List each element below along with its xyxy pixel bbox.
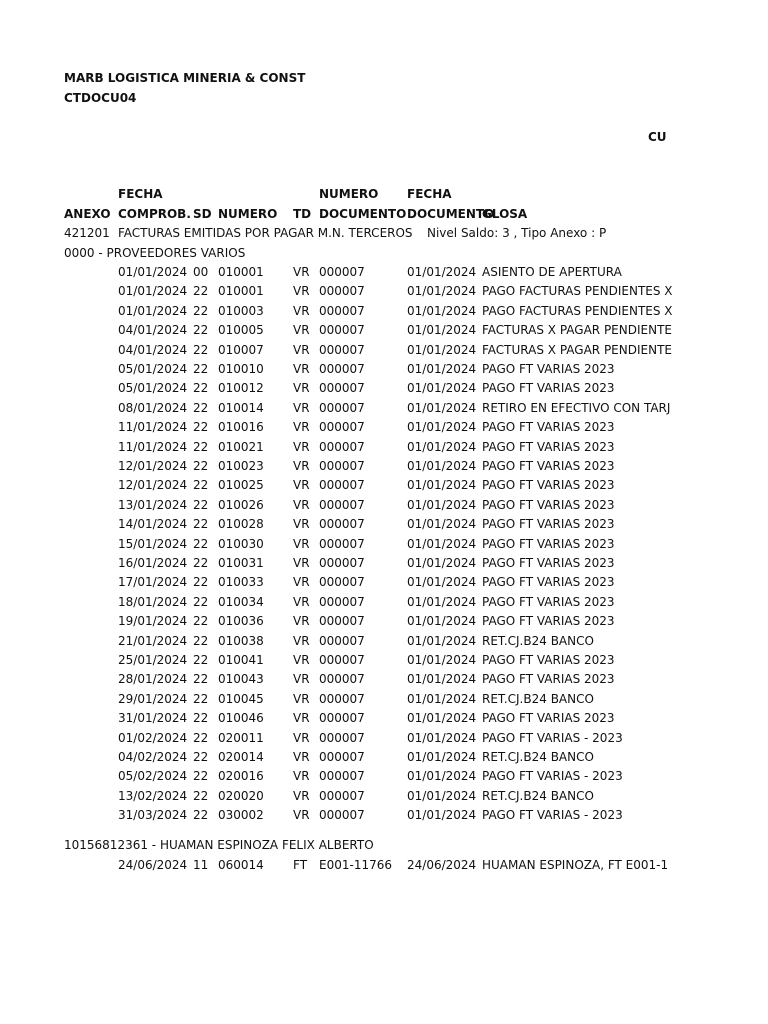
cell-glosa: PAGO FACTURAS PENDIENTES X <box>482 303 673 318</box>
table-row <box>0 670 768 689</box>
cell-sd: 22 <box>193 323 209 338</box>
cell-fecha: 13/02/2024 <box>118 788 188 803</box>
cell-td: VR <box>293 265 310 279</box>
table-row <box>0 321 768 340</box>
cell-fecha-doc: 01/01/2024 <box>407 284 477 299</box>
table-row <box>0 360 768 379</box>
cell-sd: 22 <box>193 730 209 745</box>
cell-glosa: ASIENTO DE APERTURA <box>482 265 622 279</box>
header-td: TD <box>293 207 312 221</box>
table-row <box>0 457 768 476</box>
cell-fecha-doc: 01/01/2024 <box>407 439 477 454</box>
cell-glosa: PAGO FT VARIAS - 2023 <box>482 730 623 745</box>
table-row <box>0 302 768 321</box>
table-row <box>0 418 768 437</box>
title-cut-line <box>0 128 768 147</box>
cell-fecha-doc: 01/01/2024 <box>407 420 477 435</box>
cell-fecha-doc: 01/01/2024 <box>407 633 477 648</box>
cell-fecha-doc: 01/01/2024 <box>407 323 477 338</box>
table-row <box>0 709 768 728</box>
cell-fecha: 21/01/2024 <box>118 633 188 648</box>
cell-td: VR <box>293 420 310 435</box>
account-line <box>0 224 768 243</box>
cell-num-doc: 000007 <box>319 788 365 803</box>
cell-sd: 22 <box>193 633 209 648</box>
cell-numero: 010030 <box>218 536 264 551</box>
cell-fecha-doc: 01/01/2024 <box>407 691 477 706</box>
cell-fecha-doc: 01/01/2024 <box>407 730 477 745</box>
table-row <box>0 438 768 457</box>
cell-sd: 22 <box>193 381 209 396</box>
cell-sd: 22 <box>193 439 209 454</box>
cell-num-doc: 000007 <box>319 265 365 279</box>
cell-td: VR <box>293 517 310 532</box>
cell-num-doc: 000007 <box>319 672 365 687</box>
cell-num-doc: 000007 <box>319 362 365 376</box>
cell-glosa: PAGO FT VARIAS 2023 <box>482 536 615 551</box>
cell-fecha-doc: 01/01/2024 <box>407 517 477 532</box>
cell-num-doc: 000007 <box>319 653 365 667</box>
cell-td: VR <box>293 769 310 784</box>
cell-numero: 010025 <box>218 478 264 493</box>
cell-numero: 010003 <box>218 303 264 318</box>
cell-fecha-doc: 01/01/2024 <box>407 478 477 493</box>
cell-num-doc: 000007 <box>319 342 365 357</box>
cell-sd: 22 <box>193 594 209 609</box>
cell-fecha: 04/01/2024 <box>118 342 188 357</box>
cell-fecha-doc: 01/01/2024 <box>407 711 477 726</box>
header-comprob: COMPROB. <box>118 207 191 221</box>
cell-num-doc: 000007 <box>319 691 365 706</box>
cell-fecha: 25/01/2024 <box>118 653 188 667</box>
cell-glosa: RETIRO EN EFECTIVO CON TARJ <box>482 400 671 415</box>
column-header-row-1 <box>0 185 768 204</box>
cell-numero: 010046 <box>218 711 264 726</box>
table-row <box>0 515 768 534</box>
cell-fecha: 31/01/2024 <box>118 711 188 726</box>
cell-td: VR <box>293 788 310 803</box>
cell-td: VR <box>293 575 310 590</box>
cell-num-doc: 000007 <box>319 750 365 764</box>
cell-td: VR <box>293 750 310 764</box>
cell-td: VR <box>293 342 310 357</box>
table-row <box>0 690 768 709</box>
cell-fecha-doc: 01/01/2024 <box>407 808 477 823</box>
cell-numero: 010010 <box>218 362 264 376</box>
cell-num-doc: 000007 <box>319 556 365 570</box>
cell-td: VR <box>293 653 310 667</box>
cell-numero: 060014 <box>218 858 264 872</box>
cell-td: VR <box>293 730 310 745</box>
cell-numero: 010014 <box>218 400 264 415</box>
cell-glosa: PAGO FT VARIAS 2023 <box>482 672 615 687</box>
group-title: 0000 - PROVEEDORES VARIOS <box>64 246 246 260</box>
group-title: 10156812361 - HUAMAN ESPINOZA FELIX ALBERTO <box>64 838 374 852</box>
cell-fecha: 04/01/2024 <box>118 323 188 338</box>
table-row <box>0 341 768 360</box>
table-row <box>0 767 768 786</box>
cell-fecha-doc: 01/01/2024 <box>407 459 477 473</box>
cell-num-doc: 000007 <box>319 575 365 590</box>
cell-td: VR <box>293 284 310 299</box>
cell-numero: 010016 <box>218 420 264 435</box>
cell-fecha: 31/03/2024 <box>118 808 188 823</box>
cell-sd: 22 <box>193 808 209 823</box>
cell-num-doc: 000007 <box>319 614 365 629</box>
cell-fecha: 05/02/2024 <box>118 769 188 784</box>
cell-numero: 020014 <box>218 750 264 764</box>
cell-sd: 22 <box>193 303 209 318</box>
cell-num-doc: 000007 <box>319 536 365 551</box>
cell-numero: 010045 <box>218 691 264 706</box>
title-cut-text: CU <box>648 130 667 144</box>
cell-fecha-doc: 01/01/2024 <box>407 594 477 609</box>
cell-fecha: 29/01/2024 <box>118 691 188 706</box>
cell-fecha: 01/02/2024 <box>118 730 188 745</box>
cell-td: VR <box>293 594 310 609</box>
cell-fecha: 19/01/2024 <box>118 614 188 629</box>
cell-numero: 010005 <box>218 323 264 338</box>
cell-glosa: PAGO FT VARIAS 2023 <box>482 420 615 435</box>
company-name: MARB LOGISTICA MINERIA & CONST <box>64 71 306 85</box>
cell-fecha-doc: 01/01/2024 <box>407 265 477 279</box>
cell-td: VR <box>293 400 310 415</box>
header-fecha-doc: FECHA <box>407 187 452 201</box>
cell-fecha-doc: 24/06/2024 <box>407 858 477 872</box>
cell-fecha: 12/01/2024 <box>118 459 188 473</box>
cell-fecha: 05/01/2024 <box>118 381 188 396</box>
cell-glosa: PAGO FACTURAS PENDIENTES X <box>482 284 673 299</box>
table-row <box>0 399 768 418</box>
cell-glosa: PAGO FT VARIAS 2023 <box>482 497 615 512</box>
cell-glosa: RET.CJ.B24 BANCO <box>482 750 594 764</box>
table-row <box>0 263 768 282</box>
table-row <box>0 729 768 748</box>
cell-numero: 010028 <box>218 517 264 532</box>
cell-sd: 22 <box>193 653 209 667</box>
cell-numero: 020016 <box>218 769 264 784</box>
cell-sd: 22 <box>193 691 209 706</box>
cell-td: VR <box>293 497 310 512</box>
cell-fecha-doc: 01/01/2024 <box>407 362 477 376</box>
column-header-row-2 <box>0 205 768 224</box>
account-name: FACTURAS EMITIDAS POR PAGAR M.N. TERCEROS <box>118 226 413 240</box>
header-anexo: ANEXO <box>64 207 111 221</box>
cell-td: VR <box>293 459 310 473</box>
cell-sd: 22 <box>193 420 209 435</box>
cell-num-doc: 000007 <box>319 284 365 299</box>
cell-td: VR <box>293 381 310 396</box>
table-row <box>0 651 768 670</box>
cell-td: VR <box>293 556 310 570</box>
header-fecha: FECHA <box>118 187 163 201</box>
cell-fecha: 01/01/2024 <box>118 303 188 318</box>
report-code-line <box>0 89 768 108</box>
cell-numero: 010012 <box>218 381 264 396</box>
cell-glosa: RET.CJ.B24 BANCO <box>482 633 594 648</box>
cell-sd: 22 <box>193 284 209 299</box>
cell-glosa: PAGO FT VARIAS 2023 <box>482 439 615 454</box>
cell-numero: 010043 <box>218 672 264 687</box>
cell-sd: 22 <box>193 750 209 764</box>
cell-td: VR <box>293 633 310 648</box>
cell-fecha: 17/01/2024 <box>118 575 188 590</box>
cell-sd: 22 <box>193 556 209 570</box>
cell-num-doc: 000007 <box>319 420 365 435</box>
cell-fecha: 28/01/2024 <box>118 672 188 687</box>
cell-numero: 010021 <box>218 439 264 454</box>
cell-numero: 010033 <box>218 575 264 590</box>
cell-sd: 22 <box>193 536 209 551</box>
table-row <box>0 787 768 806</box>
cell-numero: 010041 <box>218 653 264 667</box>
cell-sd: 00 <box>193 265 209 279</box>
cell-td: VR <box>293 808 310 823</box>
cell-td: VR <box>293 711 310 726</box>
cell-num-doc: 000007 <box>319 517 365 532</box>
cell-fecha-doc: 01/01/2024 <box>407 497 477 512</box>
cell-numero: 030002 <box>218 808 264 823</box>
cell-num-doc: 000007 <box>319 478 365 493</box>
cell-sd: 22 <box>193 672 209 687</box>
table-row <box>0 496 768 515</box>
cell-numero: 010001 <box>218 265 264 279</box>
cell-fecha: 12/01/2024 <box>118 478 188 493</box>
cell-td: FT <box>293 858 308 872</box>
cell-sd: 22 <box>193 769 209 784</box>
cell-fecha: 08/01/2024 <box>118 400 188 415</box>
cell-glosa: HUAMAN ESPINOZA, FT E001-1 <box>482 858 669 872</box>
cell-numero: 020020 <box>218 788 264 803</box>
cell-fecha-doc: 01/01/2024 <box>407 536 477 551</box>
cell-td: VR <box>293 536 310 551</box>
cell-fecha-doc: 01/01/2024 <box>407 769 477 784</box>
cell-glosa: PAGO FT VARIAS 2023 <box>482 575 615 590</box>
report-code: CTDOCU04 <box>64 91 137 105</box>
cell-glosa: RET.CJ.B24 BANCO <box>482 788 594 803</box>
cell-num-doc: 000007 <box>319 594 365 609</box>
cell-fecha: 05/01/2024 <box>118 362 188 376</box>
cell-sd: 22 <box>193 459 209 473</box>
cell-sd: 22 <box>193 788 209 803</box>
cell-numero: 010001 <box>218 284 264 299</box>
cell-fecha-doc: 01/01/2024 <box>407 400 477 415</box>
cell-sd: 11 <box>193 858 209 872</box>
cell-fecha-doc: 01/01/2024 <box>407 672 477 687</box>
cell-sd: 22 <box>193 517 209 532</box>
cell-fecha-doc: 01/01/2024 <box>407 788 477 803</box>
cell-fecha: 13/01/2024 <box>118 497 188 512</box>
cell-td: VR <box>293 439 310 454</box>
cell-numero: 010023 <box>218 459 264 473</box>
table-row <box>0 856 768 875</box>
cell-fecha: 01/01/2024 <box>118 265 188 279</box>
table-row <box>0 282 768 301</box>
table-row <box>0 612 768 631</box>
table-row <box>0 554 768 573</box>
table-row <box>0 573 768 592</box>
cell-glosa: PAGO FT VARIAS 2023 <box>482 556 615 570</box>
cell-fecha: 11/01/2024 <box>118 420 188 435</box>
table-row <box>0 632 768 651</box>
cell-td: VR <box>293 672 310 687</box>
cell-num-doc: 000007 <box>319 381 365 396</box>
account-nivel: Nivel Saldo: 3 , Tipo Anexo : P <box>427 226 607 240</box>
cell-glosa: PAGO FT VARIAS 2023 <box>482 614 615 629</box>
cell-numero: 010036 <box>218 614 264 629</box>
account-code: 421201 <box>64 226 110 240</box>
header-numero-doc: NUMERO <box>319 187 379 201</box>
table-row <box>0 593 768 612</box>
table-row <box>0 806 768 825</box>
cell-fecha-doc: 01/01/2024 <box>407 575 477 590</box>
cell-sd: 22 <box>193 614 209 629</box>
header-glosa: GLOSA <box>482 207 528 221</box>
table-row <box>0 535 768 554</box>
cell-num-doc: 000007 <box>319 303 365 318</box>
cell-numero: 010034 <box>218 594 264 609</box>
cell-fecha: 11/01/2024 <box>118 439 188 454</box>
cell-td: VR <box>293 362 310 376</box>
cell-glosa: PAGO FT VARIAS - 2023 <box>482 808 623 823</box>
cell-fecha-doc: 01/01/2024 <box>407 750 477 764</box>
cell-fecha-doc: 01/01/2024 <box>407 342 477 357</box>
cell-numero: 010007 <box>218 342 264 357</box>
cell-num-doc: 000007 <box>319 730 365 745</box>
cell-glosa: PAGO FT VARIAS 2023 <box>482 381 615 396</box>
cell-num-doc: 000007 <box>319 808 365 823</box>
cell-sd: 22 <box>193 362 209 376</box>
cell-glosa: PAGO FT VARIAS 2023 <box>482 478 615 493</box>
cell-fecha-doc: 01/01/2024 <box>407 556 477 570</box>
cell-glosa: PAGO FT VARIAS 2023 <box>482 362 615 376</box>
cell-sd: 22 <box>193 400 209 415</box>
cell-fecha: 14/01/2024 <box>118 517 188 532</box>
cell-td: VR <box>293 303 310 318</box>
header-documento: DOCUMENTO <box>319 207 407 221</box>
cell-fecha: 18/01/2024 <box>118 594 188 609</box>
cell-glosa: FACTURAS X PAGAR PENDIENTE <box>482 342 672 357</box>
cell-fecha-doc: 01/01/2024 <box>407 381 477 396</box>
cell-num-doc: 000007 <box>319 439 365 454</box>
header-sd: SD <box>193 207 212 221</box>
cell-fecha: 24/06/2024 <box>118 858 188 872</box>
cell-sd: 22 <box>193 575 209 590</box>
cell-fecha: 16/01/2024 <box>118 556 188 570</box>
cell-sd: 22 <box>193 342 209 357</box>
cell-fecha-doc: 01/01/2024 <box>407 653 477 667</box>
cell-glosa: PAGO FT VARIAS 2023 <box>482 517 615 532</box>
cell-fecha-doc: 01/01/2024 <box>407 303 477 318</box>
cell-num-doc: E001-11766 <box>319 858 392 872</box>
cell-td: VR <box>293 691 310 706</box>
cell-num-doc: 000007 <box>319 323 365 338</box>
cell-fecha: 04/02/2024 <box>118 750 188 764</box>
cell-num-doc: 000007 <box>319 633 365 648</box>
group-title-line <box>0 836 768 855</box>
cell-glosa: PAGO FT VARIAS 2023 <box>482 711 615 726</box>
cell-sd: 22 <box>193 478 209 493</box>
cell-numero: 010038 <box>218 633 264 648</box>
header-fecha-documento: DOCUMENTO <box>407 207 495 221</box>
company-name-line <box>0 69 768 88</box>
cell-fecha-doc: 01/01/2024 <box>407 614 477 629</box>
cell-td: VR <box>293 478 310 493</box>
cell-num-doc: 000007 <box>319 497 365 512</box>
group-title-line <box>0 244 768 263</box>
table-row <box>0 379 768 398</box>
cell-numero: 010026 <box>218 497 264 512</box>
cell-num-doc: 000007 <box>319 459 365 473</box>
cell-num-doc: 000007 <box>319 400 365 415</box>
cell-numero: 010031 <box>218 556 264 570</box>
cell-glosa: RET.CJ.B24 BANCO <box>482 691 594 706</box>
cell-num-doc: 000007 <box>319 711 365 726</box>
cell-numero: 020011 <box>218 730 264 745</box>
cell-td: VR <box>293 614 310 629</box>
cell-td: VR <box>293 323 310 338</box>
cell-glosa: PAGO FT VARIAS 2023 <box>482 653 615 667</box>
table-row <box>0 476 768 495</box>
table-row <box>0 748 768 767</box>
cell-sd: 22 <box>193 497 209 512</box>
cell-fecha: 01/01/2024 <box>118 284 188 299</box>
header-numero: NUMERO <box>218 207 278 221</box>
cell-glosa: PAGO FT VARIAS - 2023 <box>482 769 623 784</box>
cell-glosa: PAGO FT VARIAS 2023 <box>482 459 615 473</box>
cell-sd: 22 <box>193 711 209 726</box>
cell-num-doc: 000007 <box>319 769 365 784</box>
cell-fecha: 15/01/2024 <box>118 536 188 551</box>
cell-glosa: PAGO FT VARIAS 2023 <box>482 594 615 609</box>
cell-glosa: FACTURAS X PAGAR PENDIENTE <box>482 323 672 338</box>
